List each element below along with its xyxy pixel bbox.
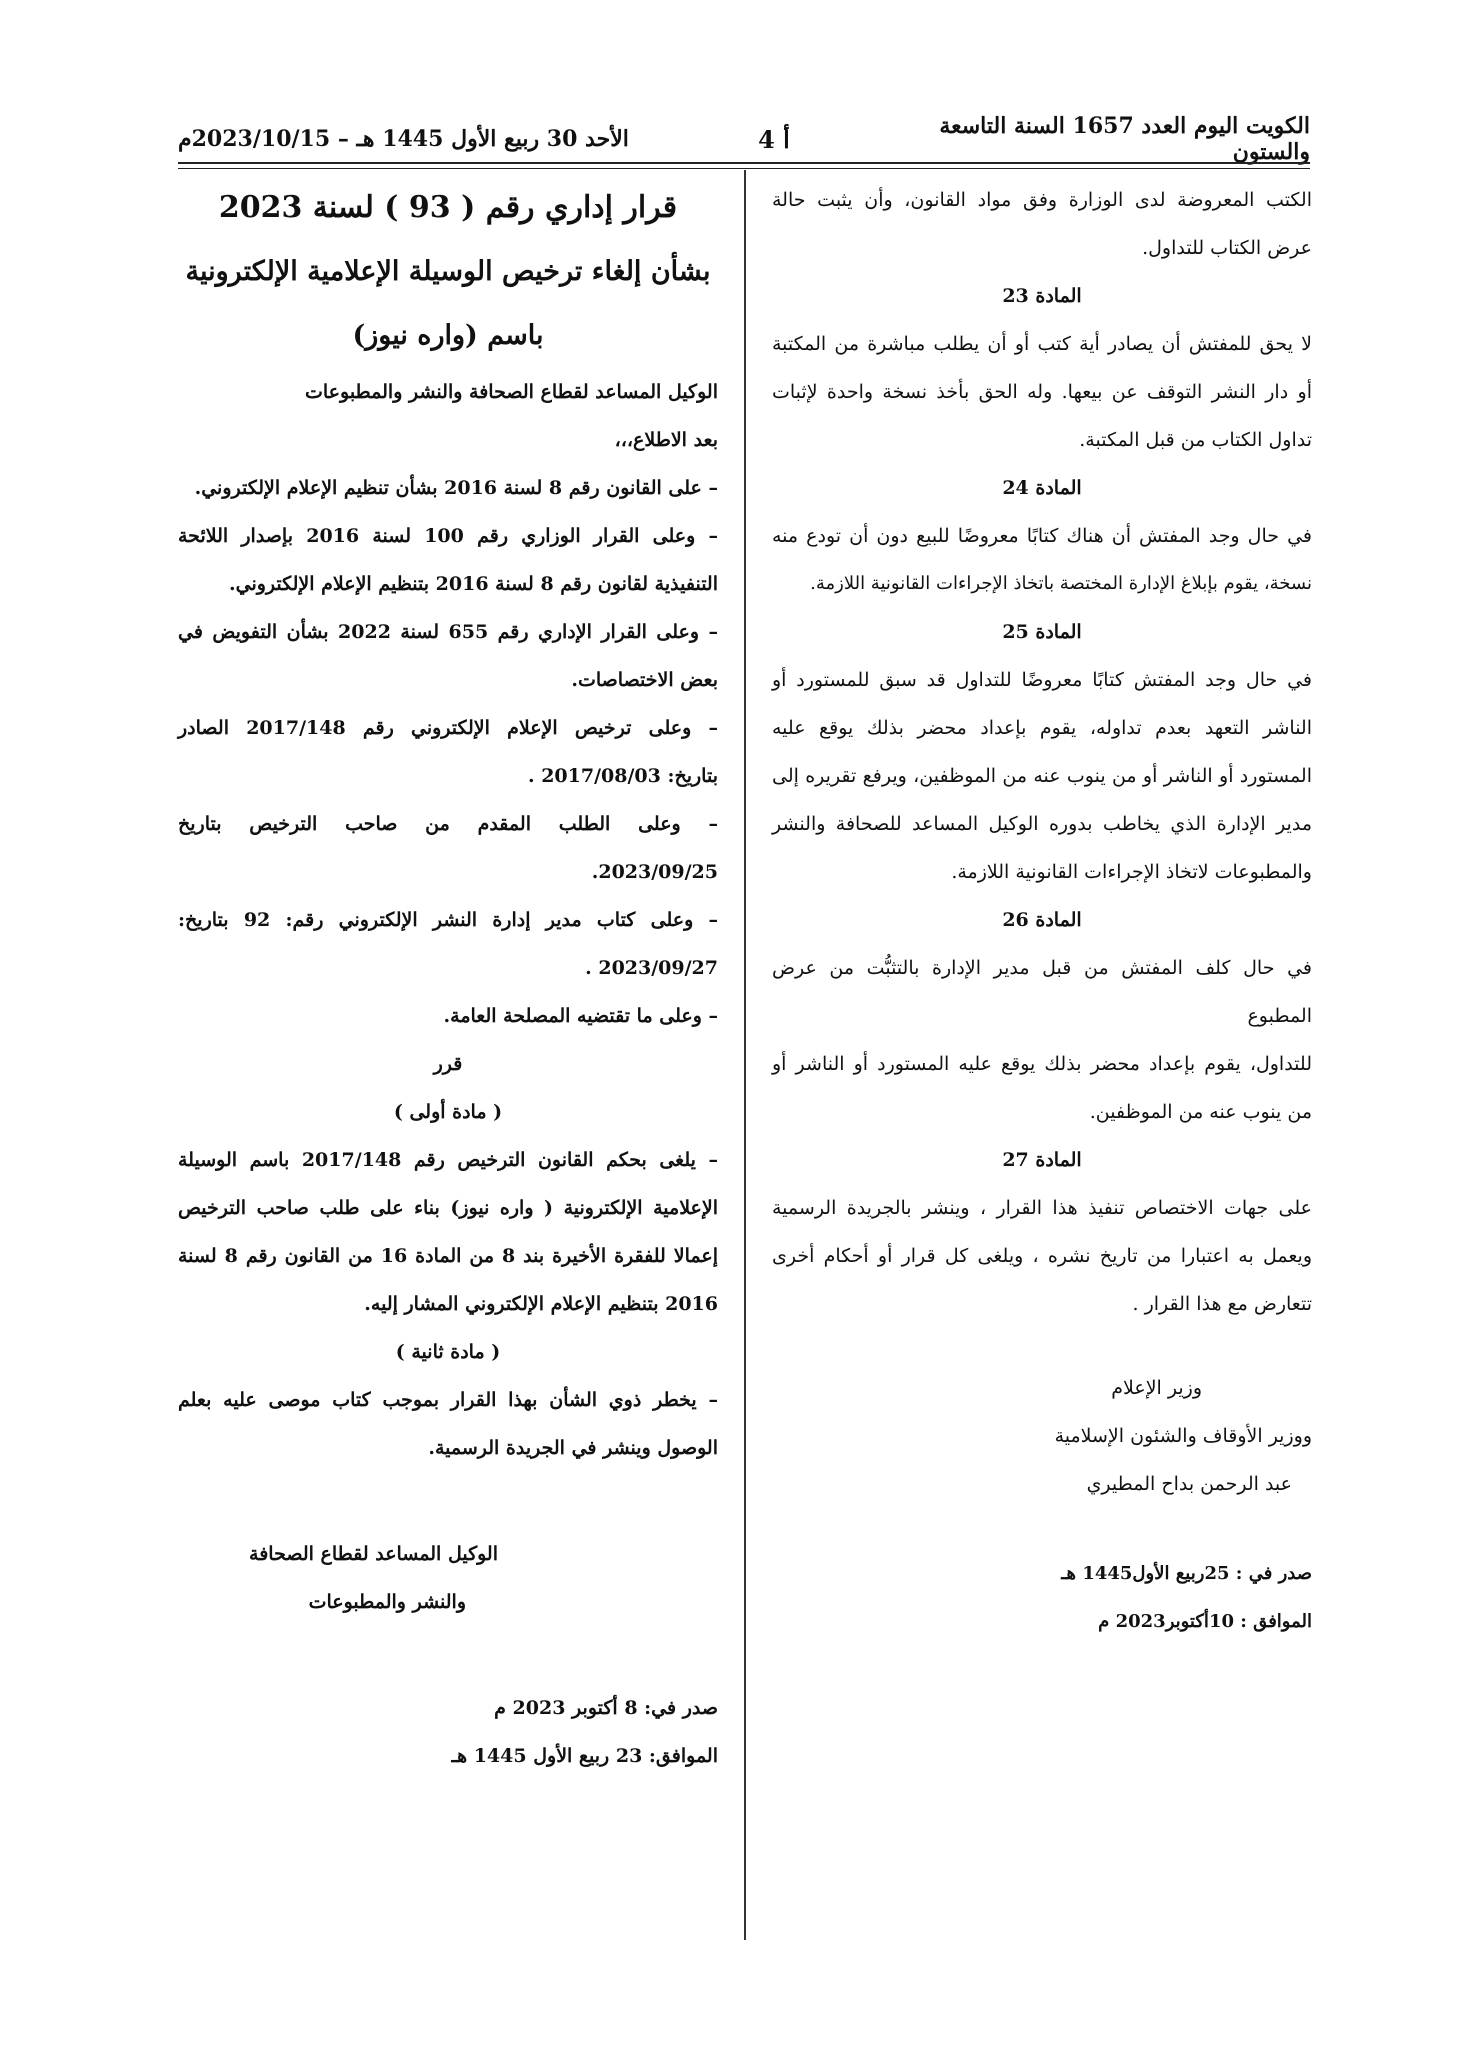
text-line: المستورد أو الناشر أو من ينوب عنه من الموظفين، ويرفع تقريره إلى bbox=[772, 765, 1312, 787]
article-title: المادة 25 bbox=[1002, 621, 1082, 643]
clause: التنفيذية لقانون رقم 8 لسنة 2016 بتنظيم الإعلام الإلكتروني. bbox=[229, 573, 718, 595]
page-header bbox=[178, 113, 1310, 165]
clause: – وعلى كتاب مدير إدارة النشر الإلكتروني رقم: 92 بتاريخ: bbox=[178, 909, 718, 931]
text-line: في حال وجد المفتش كتابًا معروضًا للتداول قد سبق للمستورد أو bbox=[772, 669, 1312, 691]
clause: – وعلى الطلب المقدم من صاحب الترخيص بتاريخ bbox=[178, 813, 718, 835]
article-title: المادة 24 bbox=[1002, 477, 1082, 499]
signature-title: الوكيل المساعد لقطاع الصحافة bbox=[249, 1543, 498, 1565]
issuer: الوكيل المساعد لقطاع الصحافة والنشر والمطبوعات bbox=[305, 381, 718, 403]
header-date: الأحد 30 ربيع الأول 1445 هـ – 2023/10/15م bbox=[178, 126, 629, 152]
left-column bbox=[178, 176, 718, 1780]
text-line: الوصول وينشر في الجريدة الرسمية. bbox=[428, 1437, 718, 1459]
clause: – وعلى ما تقتضيه المصلحة العامة. bbox=[443, 1005, 718, 1027]
clause: – وعلى القرار الإداري رقم 655 لسنة 2022 بشأن التفويض في bbox=[178, 621, 718, 643]
clause: – على القانون رقم 8 لسنة 2016 بشأن تنظيم الإعلام الإلكتروني. bbox=[194, 477, 718, 499]
issued-date: صدر في: 8 أكتوبر 2023 م bbox=[494, 1697, 718, 1719]
text-line: ويعمل به اعتبارا من تاريخ نشره ، ويلغى كل قرار أو أحكام أخرى bbox=[772, 1245, 1312, 1267]
text-line: والمطبوعات لاتخاذ الإجراءات القانونية اللازمة. bbox=[951, 861, 1312, 883]
signature-title: والنشر والمطبوعات bbox=[308, 1591, 466, 1613]
text-line: أو دار النشر التوقف عن بيعها. وله الحق بأخذ نسخة واحدة لإثبات bbox=[772, 381, 1312, 403]
article-title: ( مادة ثانية ) bbox=[395, 1341, 501, 1363]
text-line: تتعارض مع هذا القرار . bbox=[1132, 1293, 1312, 1315]
corresponding-date: الموافق : 10أكتوبر2023 م bbox=[1098, 1611, 1312, 1632]
signature-title: وزير الإعلام bbox=[1111, 1377, 1202, 1399]
issued-date: صدر في : 25ربيع الأول1445 هـ bbox=[1061, 1563, 1312, 1584]
text-line: الناشر التعهد بعدم تداوله، يقوم بإعداد محضر بذلك يوقع عليه bbox=[772, 717, 1312, 739]
decision-title: قرار إداري رقم ( 93 ) لسنة 2023 bbox=[218, 190, 678, 225]
article-title: المادة 23 bbox=[1002, 285, 1082, 307]
text-line: 2016 بتنظيم الإعلام الإلكتروني المشار إليه. bbox=[364, 1293, 718, 1315]
clause: – وعلى القرار الوزاري رقم 100 لسنة 2016 بإصدار اللائحة bbox=[178, 525, 718, 547]
header-page-number: أ 4 bbox=[758, 124, 790, 154]
text-line: من ينوب عنه من الموظفين. bbox=[1089, 1101, 1312, 1123]
review-intro: بعد الاطلاع،،، bbox=[614, 429, 718, 451]
clause: 2023/09/25. bbox=[591, 861, 718, 883]
signature-name: عبد الرحمن بداح المطيري bbox=[1086, 1473, 1292, 1495]
text-line: في حال كلف المفتش من قبل مدير الإدارة بالتثبُّت من عرض المطبوع bbox=[772, 957, 1312, 1027]
article-title: المادة 26 bbox=[1002, 909, 1082, 931]
text-line: – يخطر ذوي الشأن بهذا القرار بموجب كتاب موصى عليه بعلم bbox=[178, 1389, 718, 1411]
text-line: عرض الكتاب للتداول. bbox=[1142, 237, 1312, 259]
clause: بتاريخ: 2017/08/03 . bbox=[527, 765, 718, 787]
signature-title: ووزير الأوقاف والشئون الإسلامية bbox=[1054, 1425, 1312, 1447]
text-line: مدير الإدارة الذي يخاطب بدوره الوكيل المساعد للصحافة والنشر bbox=[772, 813, 1312, 835]
article-title: المادة 27 bbox=[1002, 1149, 1082, 1171]
decision-subtitle-name: باسم (واره نيوز) bbox=[352, 320, 544, 351]
column-divider bbox=[744, 170, 746, 1940]
text-line: – يلغى بحكم القانون الترخيص رقم 2017/148 باسم الوسيلة bbox=[178, 1149, 718, 1171]
text-line: إعمالا للفقرة الأخيرة بند 8 من المادة 16 من القانون رقم 8 لسنة bbox=[178, 1245, 719, 1267]
header-rule bbox=[178, 162, 1310, 164]
text-line: الكتب المعروضة لدى الوزارة وفق مواد القانون، وأن يثبت حالة bbox=[772, 189, 1312, 211]
clause: – وعلى ترخيص الإعلام الإلكتروني رقم 2017/148 الصادر bbox=[178, 717, 718, 739]
article-title: ( مادة أولى ) bbox=[393, 1101, 503, 1123]
header-issue-info: الكويت اليوم العدد 1657 السنة التاسعة والستون bbox=[939, 113, 1310, 165]
text-line: للتداول، يقوم بإعداد محضر بذلك يوقع عليه المستورد أو الناشر أو bbox=[772, 1053, 1312, 1075]
header-rule-thin bbox=[178, 168, 1310, 169]
corresponding-date: الموافق: 23 ربيع الأول 1445 هـ bbox=[451, 1745, 718, 1767]
text-line: الإعلامية الإلكترونية ( واره نيوز) بناء على طلب صاحب الترخيص bbox=[178, 1197, 718, 1219]
right-column bbox=[772, 176, 1312, 1646]
text-line: على جهات الاختصاص تنفيذ هذا القرار ، وينشر بالجريدة الرسمية bbox=[772, 1197, 1312, 1219]
decision-subtitle: بشأن إلغاء ترخيص الوسيلة الإعلامية الإلكترونية bbox=[185, 256, 711, 287]
clause: 2023/09/27 . bbox=[585, 957, 718, 979]
text-line: في حال وجد المفتش أن هناك كتابًا معروضًا للبيع دون أن تودع منه bbox=[772, 525, 1312, 547]
text-line: تداول الكتاب من قبل المكتبة. bbox=[1079, 429, 1312, 451]
decided-label: قرر bbox=[433, 1053, 463, 1075]
clause: بعض الاختصاصات. bbox=[571, 669, 718, 691]
text-line: لا يحق للمفتش أن يصادر أية كتب أو أن يطلب مباشرة من المكتبة bbox=[772, 333, 1312, 355]
text-line: نسخة، يقوم بإبلاغ الإدارة المختصة باتخاذ الإجراءات القانونية اللازمة. bbox=[810, 573, 1312, 594]
